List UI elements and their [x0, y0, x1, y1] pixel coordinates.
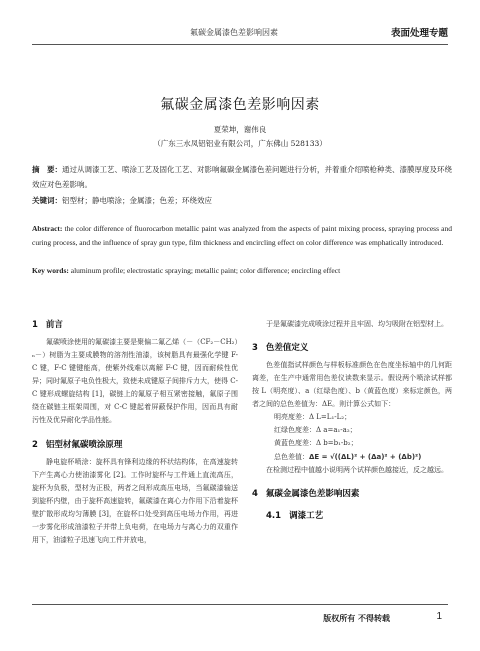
total-color-difference-label: 总色差值： — [274, 453, 309, 461]
continued-paragraph: 于是氟碳漆完成喷涂过程并且牢固、均匀吸附在铝型材上。 — [266, 320, 448, 328]
section-4-1-title: 调漆工艺 — [289, 511, 324, 521]
page-number: 1 — [436, 611, 442, 622]
section-4-1-heading — [266, 509, 452, 521]
footer-rule — [32, 604, 448, 605]
running-header-left: 氟碳金属漆色差影响因素 — [190, 28, 278, 37]
abstract-en-text: the color difference of fluorocarbon metallic paint was analyzed from the aspects of paint mixing process, spraying process and curing process, and the influence of spray gun type, film thickness and encircling effect on color difference was emphatically introduced. — [32, 224, 452, 247]
keywords-en-label: Key words: — [32, 266, 69, 275]
abstract-en-label: Abstract: — [32, 224, 63, 233]
section-1-paragraph: 氟碳喷涂使用的氟碳漆主要是聚偏二氟乙烯（－（CF₂－CH₂）ₙ－）树脂为主要成膜物的溶剂性油漆，该树脂具有最强化学键 F-C 键，F-C 键键能高，使紫外线难以离解 F-C 键，因而耐候性优异；同时氟原子电负性极大，致使未成键原子间排斥力大，使得 C-C 键形成螺旋结构 [1]，碳链上的氟原子相互紧密接触，氟原子围绕在碳链主框架周围，对 C-C 键起着屏蔽保护作用，因而具有耐污性及优异耐化学品性能。 — [32, 338, 238, 424]
section-3-number: 3 — [252, 343, 258, 353]
section-3-conclusion: 在检测过程中值越小说明两个试样颜色越接近，反之越远。 — [266, 466, 448, 474]
right-column — [252, 318, 452, 521]
yellow-blue-difference: 黄蓝色度差：Δ b=b₁-b₂； — [274, 439, 358, 447]
article-affiliation: （广东三水凤铝铝业有限公司，广东佛山 528133） — [153, 139, 327, 148]
abstract-cn — [32, 162, 452, 192]
article-title: 氟碳金属漆色差影响因素 — [160, 97, 320, 113]
section-3-title: 色差值定义 — [265, 343, 309, 353]
abstract-cn-label: 摘 要： — [32, 165, 62, 174]
abstract-en — [32, 222, 452, 249]
section-2-number: 2 — [32, 440, 38, 450]
section-4-heading — [252, 487, 452, 499]
section-3-heading — [252, 341, 452, 353]
total-color-difference — [274, 450, 452, 464]
color-difference-formula: ΔE = √((ΔL)² + (Δa)² + (Δb)²) — [309, 453, 422, 461]
section-2-title: 铝型材氟碳喷涂原理 — [45, 440, 123, 450]
keywords-cn-text: 铝型材；静电喷涂；金属漆；色差；环绕效应 — [62, 196, 212, 205]
red-green-difference: 红绿色度差：Δ a=a₁-a₂； — [274, 426, 357, 434]
article-authors: 夏荣坤，谢伟良 — [213, 125, 267, 134]
section-1-heading — [32, 318, 238, 330]
lightness-difference: 明亮度差：Δ L=L₁-L₂； — [274, 413, 352, 421]
header-rule — [32, 44, 448, 45]
section-2-paragraph: 静电旋杯喷涂：旋杯具有锋利边缘的杯状结构体，在高速旋转下产生离心力使油漆雾化 [2]。工作时旋杯与工件通上直流高压，旋杯为负极，型材为正极，两者之间形成高压电场，当氟碳漆输送到旋杯内壁，由于旋杯高速旋转，氟碳漆在离心力作用下沿着旋杯壁扩散形成均匀薄膜 [3]，在旋杯口处受到高压电场力作用，再进一步雾化形成油漆粒子并带上负电荷，在电场力与离心力的双重作用下，油漆粒子迅速飞向工件并放电， — [32, 458, 238, 544]
keywords-cn-label: 关键词： — [32, 196, 62, 205]
section-4-1-number: 4.1 — [266, 511, 282, 521]
keywords-en-text: aluminum profile; electrostatic spraying; metallic paint; color difference; encircling effect — [70, 266, 341, 275]
keywords-cn — [32, 194, 452, 208]
section-1-number: 1 — [32, 320, 38, 330]
abstract-cn-text: 通过从调漆工艺、喷涂工艺及固化工艺、对影响氟碳金属漆色差问题进行分析，并着重介绍喷枪种类、漆膜厚度及环绕效应对色差影响。 — [32, 165, 452, 189]
copyright-notice: 版权所有 不得转载 — [323, 613, 390, 623]
section-1-title: 前言 — [45, 320, 63, 330]
running-header-right: 表面处理专题 — [390, 28, 448, 39]
section-4-number: 4 — [252, 489, 258, 499]
section-4-title: 氟碳金属漆色差影响因素 — [265, 489, 360, 499]
left-column — [32, 318, 238, 547]
section-2-heading — [32, 438, 238, 450]
section-3-paragraph: 色差值指试样颜色与样板标准颜色在色度坐标轴中的几何距离差，在生产中通常用色差仪读数来显示。假设两个喷涂试样都按 L（明亮度）、a（红绿色度）、b（黄蓝色度）来标定颜色，两者之间的总色差值为：ΔE。则计算公式如下： — [252, 361, 452, 408]
keywords-en — [32, 264, 452, 277]
